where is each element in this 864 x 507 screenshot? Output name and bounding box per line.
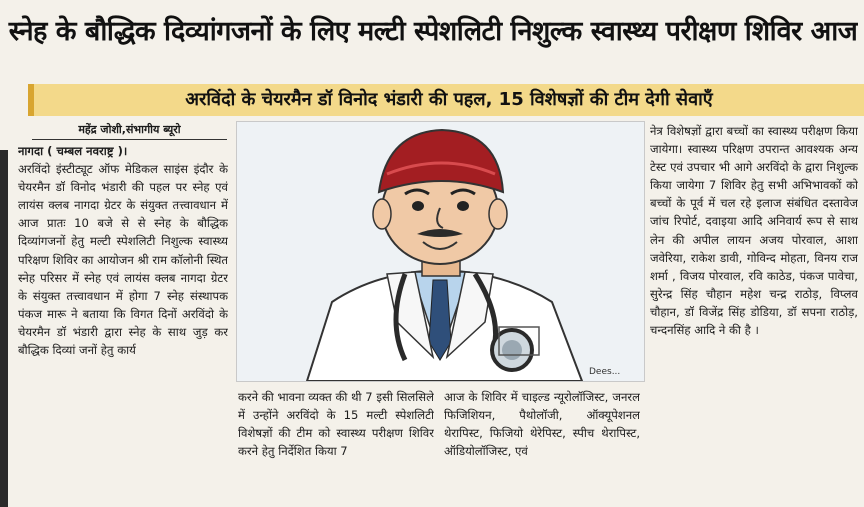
page-edge-strip [0,150,8,507]
article-column-4 [650,122,858,500]
doctor-cartoon-illustration [236,121,645,382]
column-1-text: अरविंदो इंस्टीट्यूट ऑफ मेडिकल साइंस इंदौर के चेयरमैन डॉ विनोद भंडारी की पहल पर स्नेह एवं लायंस क्लब नागदा ग्रेटर के संयुक्त तत्त्वावधान में आज प्रातः 10 बजे से से स्नेह के बौद्धिक दिव्यांगजनों हेतु मल्टी स्पेशलिटी निशुल्क स्वास्थ्य परिक्षण शिविर का आयोजन श्री राम कॉलोनी स्थित स्नेह परिसर में स्नेह एवं लायंस क्लब नागदा ग्रेटर के संयुक्त तत्त्वावधान में होगा 7 स्नेह संस्थापक पंकज मारू ने बताया कि विगत दिनों अरविंदो के चेयरमैन डॉ भंडारी द्वारा स्नेह के साथ जुड़ कर बौद्धिक दिव्यां जनों हेतु कार्य [18,162,228,358]
byline: महेंद्र जोशी,संभागीय ब्यूरो [32,121,227,140]
article-column-2 [238,388,434,500]
article-column-1 [18,142,228,498]
column-4-text: नेत्र विशेषज्ञों द्वारा बच्चों का स्वास्थ्य परीक्षण किया जायेगा। स्वास्थ्य परिक्षण उपरान्त आवश्यक अन्य टेस्ट एवं उपचार भी आगे अरविंदो के द्वारा निशुल्क किया जायेगा 7 शिविर हेतु सभी अभिभावकों को बच्चों के पूर्व में चल रहे इलाज संबंधित दस्तावेज जांच रिपोर्ट, दवाइया आदि अनिवार्य रूप से साथ लेन की अपील लायन अजय पोरवाल, आशा जवेरिया, राकेश डावी, गोविन्द मोहता, विनय राज शर्मा , विजय पोरवाल, रवि काठेड, पंकज पावेचा, सुरेन्द्र सिंह चौहान महेश चन्द्र राठोड़, विप्लव चौहान, डॉ विजेंद्र सिंह डोडिया, डॉ सपना राठोड़, चन्दनसिंह आदि ने की है । [650,124,858,338]
column-2-text: करने की भावना व्यक्त की थी 7 इसी सिलसिले में उन्होंने अरविंदो के 15 मल्टी स्पेशलिटी विशेषज्ञों की टीम को स्वास्थ्य परीक्षण शिविर करने हेतु निर्देशित किया 7 [238,390,434,459]
illustration-signature: Dees... [589,367,621,377]
article-column-3 [444,388,640,500]
dateline: नागदा ( चम्बल नवराष्ट्र )। [18,144,128,158]
headline: स्नेह के बौद्धिक दिव्यांगजनों के लिए मल्टी स्पेशलिटी निशुल्क स्वास्थ्य परीक्षण शिविर आज [8,16,858,47]
column-3-text: आज के शिविर में चाइल्ड न्यूरोलॉजिस्ट, जनरल फिजिशियन, पैथोलॉजी, ऑक्यूपेशनल थेरापिस्ट, फिजियो थेरेपिस्ट, स्पीच थेरापिस्ट, ऑडियोलॉजिस्ट, एवं [444,390,640,459]
subheadline: अरविंदो के चेयरमैन डॉ विनोद भंडारी की पहल, 15 विशेषज्ञों की टीम देगी सेवाएँ [28,84,864,116]
